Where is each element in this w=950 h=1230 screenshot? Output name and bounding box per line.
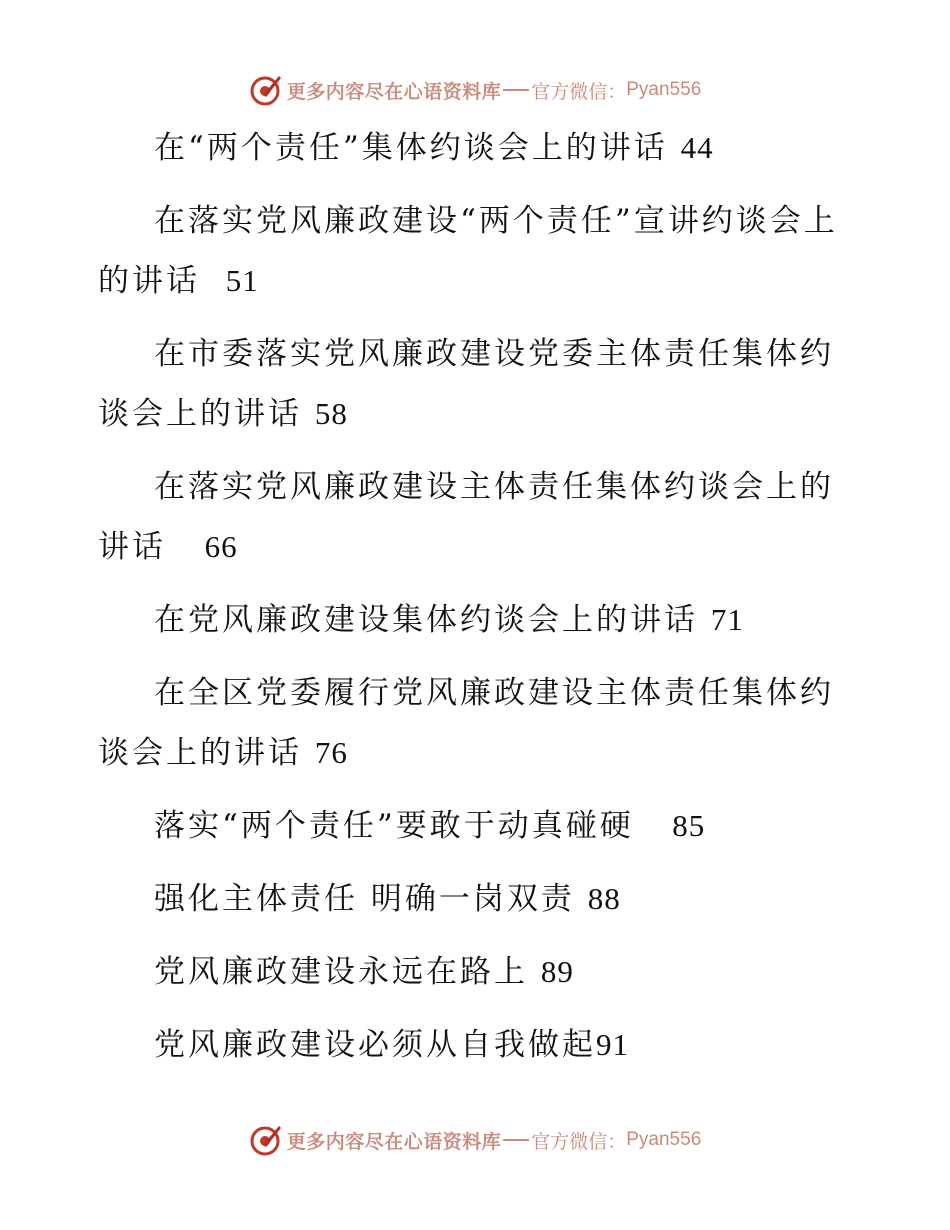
watermark-id: Pyan556	[626, 79, 702, 100]
toc-entry	[98, 590, 838, 650]
watermark-text: 更多内容尽在心语资料库	[286, 1130, 502, 1153]
toc-title: 强化主体责任 明确一岗双责	[154, 881, 575, 917]
toc-separator	[634, 808, 673, 844]
toc-title: 在落实党风廉政建设主体责任集体约谈会上的讲话	[98, 469, 834, 565]
toc-title: 党风廉政建设必须从自我做起	[154, 1027, 596, 1063]
toc-separator	[166, 529, 205, 565]
watermark-text: 更多内容尽在心语资料库	[286, 80, 502, 103]
toc-page: 51	[225, 263, 259, 298]
toc-separator	[575, 881, 588, 917]
watermark-header	[0, 70, 950, 110]
toc-title: 在党风廉政建设集体约谈会上的讲话	[154, 602, 698, 638]
toc-separator	[200, 263, 226, 299]
toc-entry	[98, 324, 838, 444]
watermark-label: 官方微信：	[531, 1130, 627, 1153]
toc-entry	[98, 118, 838, 178]
toc-page: 76	[314, 735, 348, 770]
watermark-dash	[503, 1139, 529, 1141]
toc-page: 89	[540, 954, 574, 989]
toc-separator	[302, 396, 315, 432]
toc-separator	[698, 602, 711, 638]
toc-page: 58	[314, 396, 348, 431]
toc-page: 71	[710, 602, 744, 637]
toc-separator	[668, 130, 681, 166]
toc-separator	[302, 735, 315, 771]
toc-page: 44	[680, 130, 714, 165]
watermark-dash	[503, 89, 529, 91]
toc-page: 91	[596, 1027, 629, 1062]
toc-page: 85	[672, 808, 706, 843]
toc-title: 在全区党委履行党风廉政建设主体责任集体约谈会上的讲话	[98, 675, 834, 771]
toc-entry	[98, 796, 838, 856]
watermark-label: 官方微信：	[531, 80, 627, 103]
watermark-footer	[0, 1120, 950, 1160]
toc-title: 在市委落实党风廉政建设党委主体责任集体约谈会上的讲话	[98, 336, 834, 432]
toc-page: 66	[204, 529, 238, 564]
toc-page: 88	[587, 881, 621, 916]
toc-title: 党风廉政建设永远在路上	[154, 954, 528, 990]
toc-title: 落实“两个责任”要敢于动真碰硬	[154, 808, 634, 844]
toc-entry	[98, 942, 838, 1002]
toc-title: 在“两个责任”集体约谈会上的讲话	[154, 130, 668, 166]
toc-entry	[98, 869, 838, 929]
toc-entry	[98, 1015, 838, 1075]
toc-title: 在落实党风廉政建设“两个责任”宣讲约谈会上的讲话	[98, 203, 838, 299]
toc-entry	[98, 191, 838, 311]
toc-entry	[98, 457, 838, 577]
table-of-contents	[98, 118, 838, 1088]
quill-logo-icon	[249, 1123, 283, 1157]
toc-entry	[98, 663, 838, 783]
watermark-id: Pyan556	[626, 1129, 702, 1150]
quill-logo-icon	[249, 73, 283, 107]
toc-separator	[528, 954, 541, 990]
